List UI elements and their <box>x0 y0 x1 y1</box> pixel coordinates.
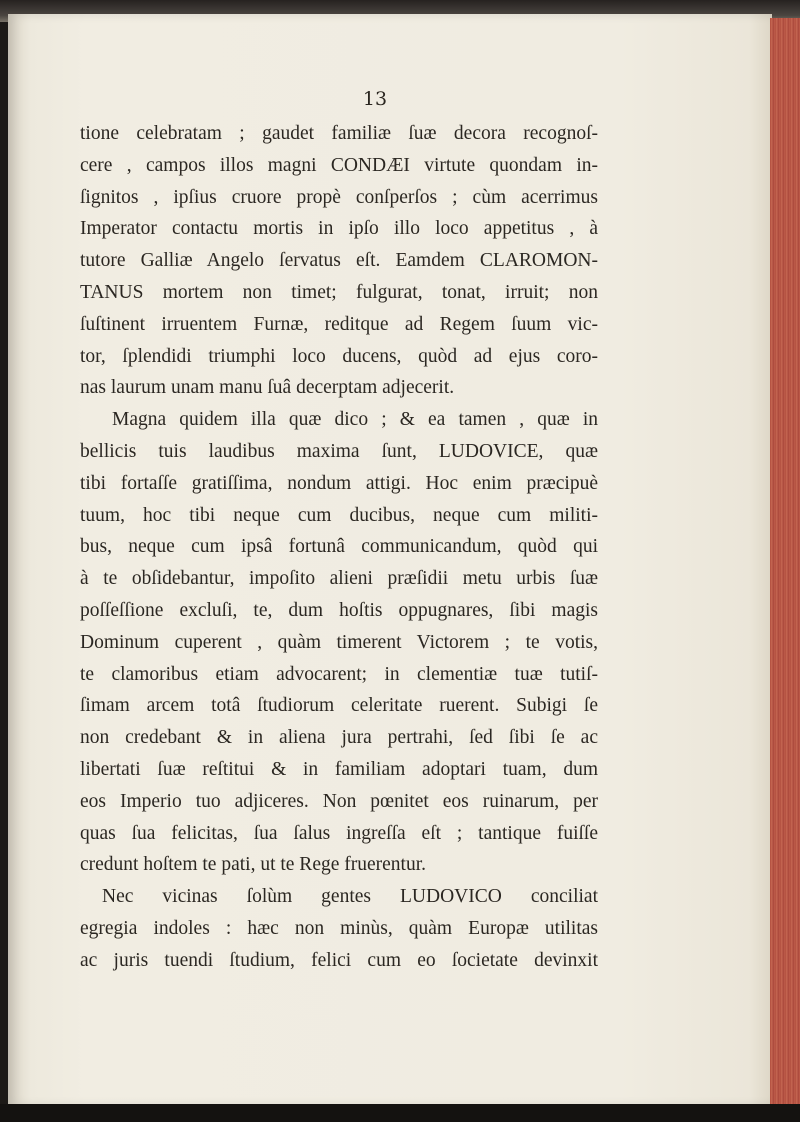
bottom-edge <box>0 1104 800 1122</box>
text-line: non credebant & in aliena jura pertrahi, ſed ſibi ſe ac <box>80 727 598 749</box>
text-line: Magna quidem illa quæ dico ; & ea tamen , quæ in <box>112 409 598 431</box>
body-text <box>80 118 598 977</box>
text-line: tutore Galliæ Angelo ſervatus eſt. Eamdem CLAROMON- <box>80 250 598 272</box>
text-line: poſſeſſione excluſi, te, dum hoſtis oppugnares, ſibi magis <box>80 599 598 621</box>
text-line: ac juris tuendi ſtudium, felici cum eo ſocietate devinxit <box>80 949 598 971</box>
text-line: Imperator contactu mortis in ipſo illo loco appetitus , à <box>80 218 598 240</box>
fore-edge-red <box>770 18 800 1104</box>
text-line: à te obſidebantur, impoſito alieni præſidii metu urbis ſuæ <box>80 568 598 590</box>
text-line: TANUS mortem non timet; fulgurat, tonat, irruit; non <box>80 281 598 303</box>
text-line: ſignitos , ipſius cruore propè conſperſos ; cùm acerrimus <box>80 186 598 208</box>
text-line: Nec vicinas ſolùm gentes LUDOVICO conciliat <box>102 886 598 908</box>
text-line: bus, neque cum ipsâ fortunâ communicandum, quòd qui <box>80 536 598 558</box>
text-line: tor, ſplendidi triumphi loco ducens, quòd ad ejus coro- <box>80 345 598 367</box>
text-line: quas ſua felicitas, ſua ſalus ingreſſa eſt ; tantique fuiſſe <box>80 822 598 844</box>
page-number: 13 <box>362 88 388 110</box>
text-line: credunt hoſtem te pati, ut te Rege fruerentur. <box>80 854 427 876</box>
text-line: ſuſtinent irruentem Furnæ, reditque ad Regem ſuum vic- <box>80 313 598 335</box>
text-line: tione celebratam ; gaudet familiæ ſuæ decora recognoſ- <box>80 123 598 144</box>
text-line: bellicis tuis laudibus maxima ſunt, LUDOVICE, quæ <box>80 440 598 462</box>
text-line: Dominum cuperent , quàm timerent Victorem ; te votis, <box>80 631 598 653</box>
text-line: nas laurum unam manu ſuâ decerptam adjecerit. <box>80 377 455 399</box>
text-line: libertati ſuæ reſtitui & in familiam adoptari tuam, dum <box>80 758 598 780</box>
text-line: egregia indoles : hæc non minùs, quàm Europæ utilitas <box>80 917 598 939</box>
text-line: eos Imperio tuo adjiceres. Non pœnitet eos ruinarum, per <box>80 790 598 812</box>
text-line: tuum, hoc tibi neque cum ducibus, neque cum militi- <box>80 504 598 526</box>
text-line: ſimam arcem totâ ſtudiorum celeritate ruerent. Subigi ſe <box>80 695 598 717</box>
text-line: tibi fortaſſe gratiſſima, nondum attigi. Hoc enim præcipuè <box>80 472 598 494</box>
text-line: cere , campos illos magni CONDÆI virtute quondam in- <box>80 154 598 176</box>
text-line: te clamoribus etiam advocarent; in clementiæ tuæ tutiſ- <box>80 663 598 685</box>
